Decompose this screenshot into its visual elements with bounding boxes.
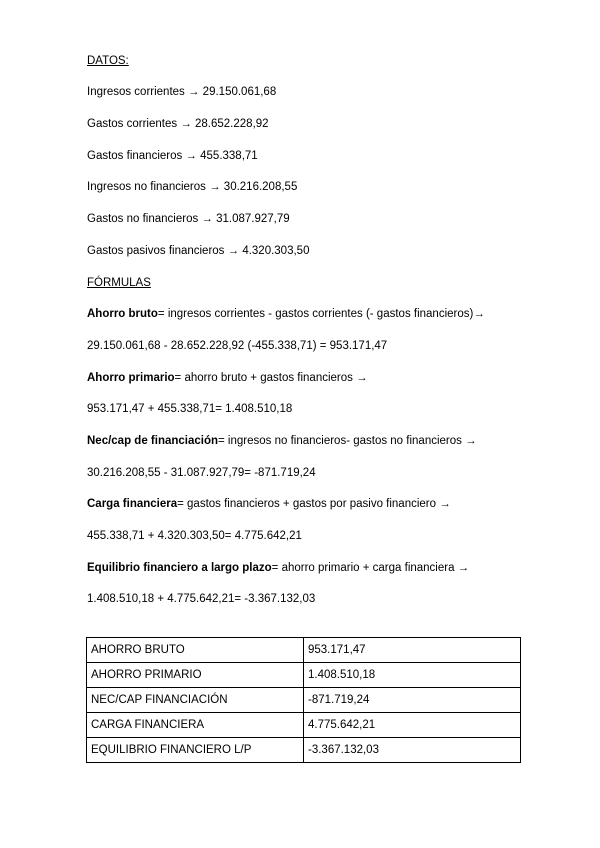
table-cell-value: 4.775.642,21	[304, 713, 521, 738]
formula-definition: = ahorro bruto + gastos financieros →	[174, 372, 368, 384]
dato-gastos-no-financieros: Gastos no financieros → 31.087.927,79	[87, 213, 290, 225]
calc-nec-cap: 30.216.208,55 - 31.087.927,79= -871.719,24	[87, 467, 316, 479]
formula-nec-cap	[87, 434, 477, 448]
formula-definition: = ingresos corrientes - gastos corrientes (- gastos financieros)→	[157, 308, 485, 320]
dato-ingresos-corrientes: Ingresos corrientes → 29.150.061,68	[87, 86, 277, 98]
formula-term: Carga financiera	[87, 498, 178, 510]
table-row	[87, 663, 521, 688]
formulas-heading: FÓRMULAS	[87, 277, 151, 289]
dato-ingresos-no-financieros: Ingresos no financieros → 30.216.208,55	[87, 181, 298, 193]
calc-ahorro-primario: 953.171,47 + 455.338,71= 1.408.510,18	[87, 403, 293, 415]
dato-gastos-pasivos-financieros: Gastos pasivos financieros → 4.320.303,50	[87, 245, 310, 257]
table-row	[87, 713, 521, 738]
table-cell-value: -3.367.132,03	[304, 738, 521, 763]
table-cell-label: AHORRO BRUTO	[87, 638, 304, 663]
table-cell-label: EQUILIBRIO FINANCIERO L/P	[87, 738, 304, 763]
dato-gastos-corrientes: Gastos corrientes → 28.652.228,92	[87, 118, 269, 130]
summary-table	[86, 637, 521, 763]
formula-ahorro-bruto	[87, 307, 485, 321]
formula-ahorro-primario	[87, 371, 368, 385]
formula-term: Ahorro primario	[87, 372, 175, 384]
table-cell-label: AHORRO PRIMARIO	[87, 663, 304, 688]
datos-heading: DATOS:	[87, 55, 129, 67]
formula-term: Ahorro bruto	[87, 308, 158, 320]
formula-definition: = ahorro primario + carga financiera →	[271, 562, 470, 574]
formula-definition: = ingresos no financieros- gastos no financieros →	[218, 435, 477, 447]
table-cell-value: 1.408.510,18	[304, 663, 521, 688]
table-row	[87, 688, 521, 713]
formula-definition: = gastos financieros + gastos por pasivo financiero →	[177, 498, 451, 510]
formula-term: Nec/cap de financiación	[87, 435, 219, 447]
table-row	[87, 738, 521, 763]
table-cell-value: 953.171,47	[304, 638, 521, 663]
table-cell-label: CARGA FINANCIERA	[87, 713, 304, 738]
table-row	[87, 638, 521, 663]
table-cell-label: NEC/CAP FINANCIACIÓN	[87, 688, 304, 713]
calc-ahorro-bruto: 29.150.061,68 - 28.652.228,92 (-455.338,71) = 953.171,47	[87, 340, 388, 352]
formula-carga-financiera	[87, 497, 451, 511]
formula-term: Equilibrio financiero a largo plazo	[87, 562, 272, 574]
formula-equilibrio	[87, 561, 469, 575]
dato-gastos-financieros: Gastos financieros → 455.338,71	[87, 150, 258, 162]
table-cell-value: -871.719,24	[304, 688, 521, 713]
calc-carga-financiera: 455.338,71 + 4.320.303,50= 4.775.642,21	[87, 530, 302, 542]
calc-equilibrio: 1.408.510,18 + 4.775.642,21= -3.367.132,03	[87, 593, 316, 605]
